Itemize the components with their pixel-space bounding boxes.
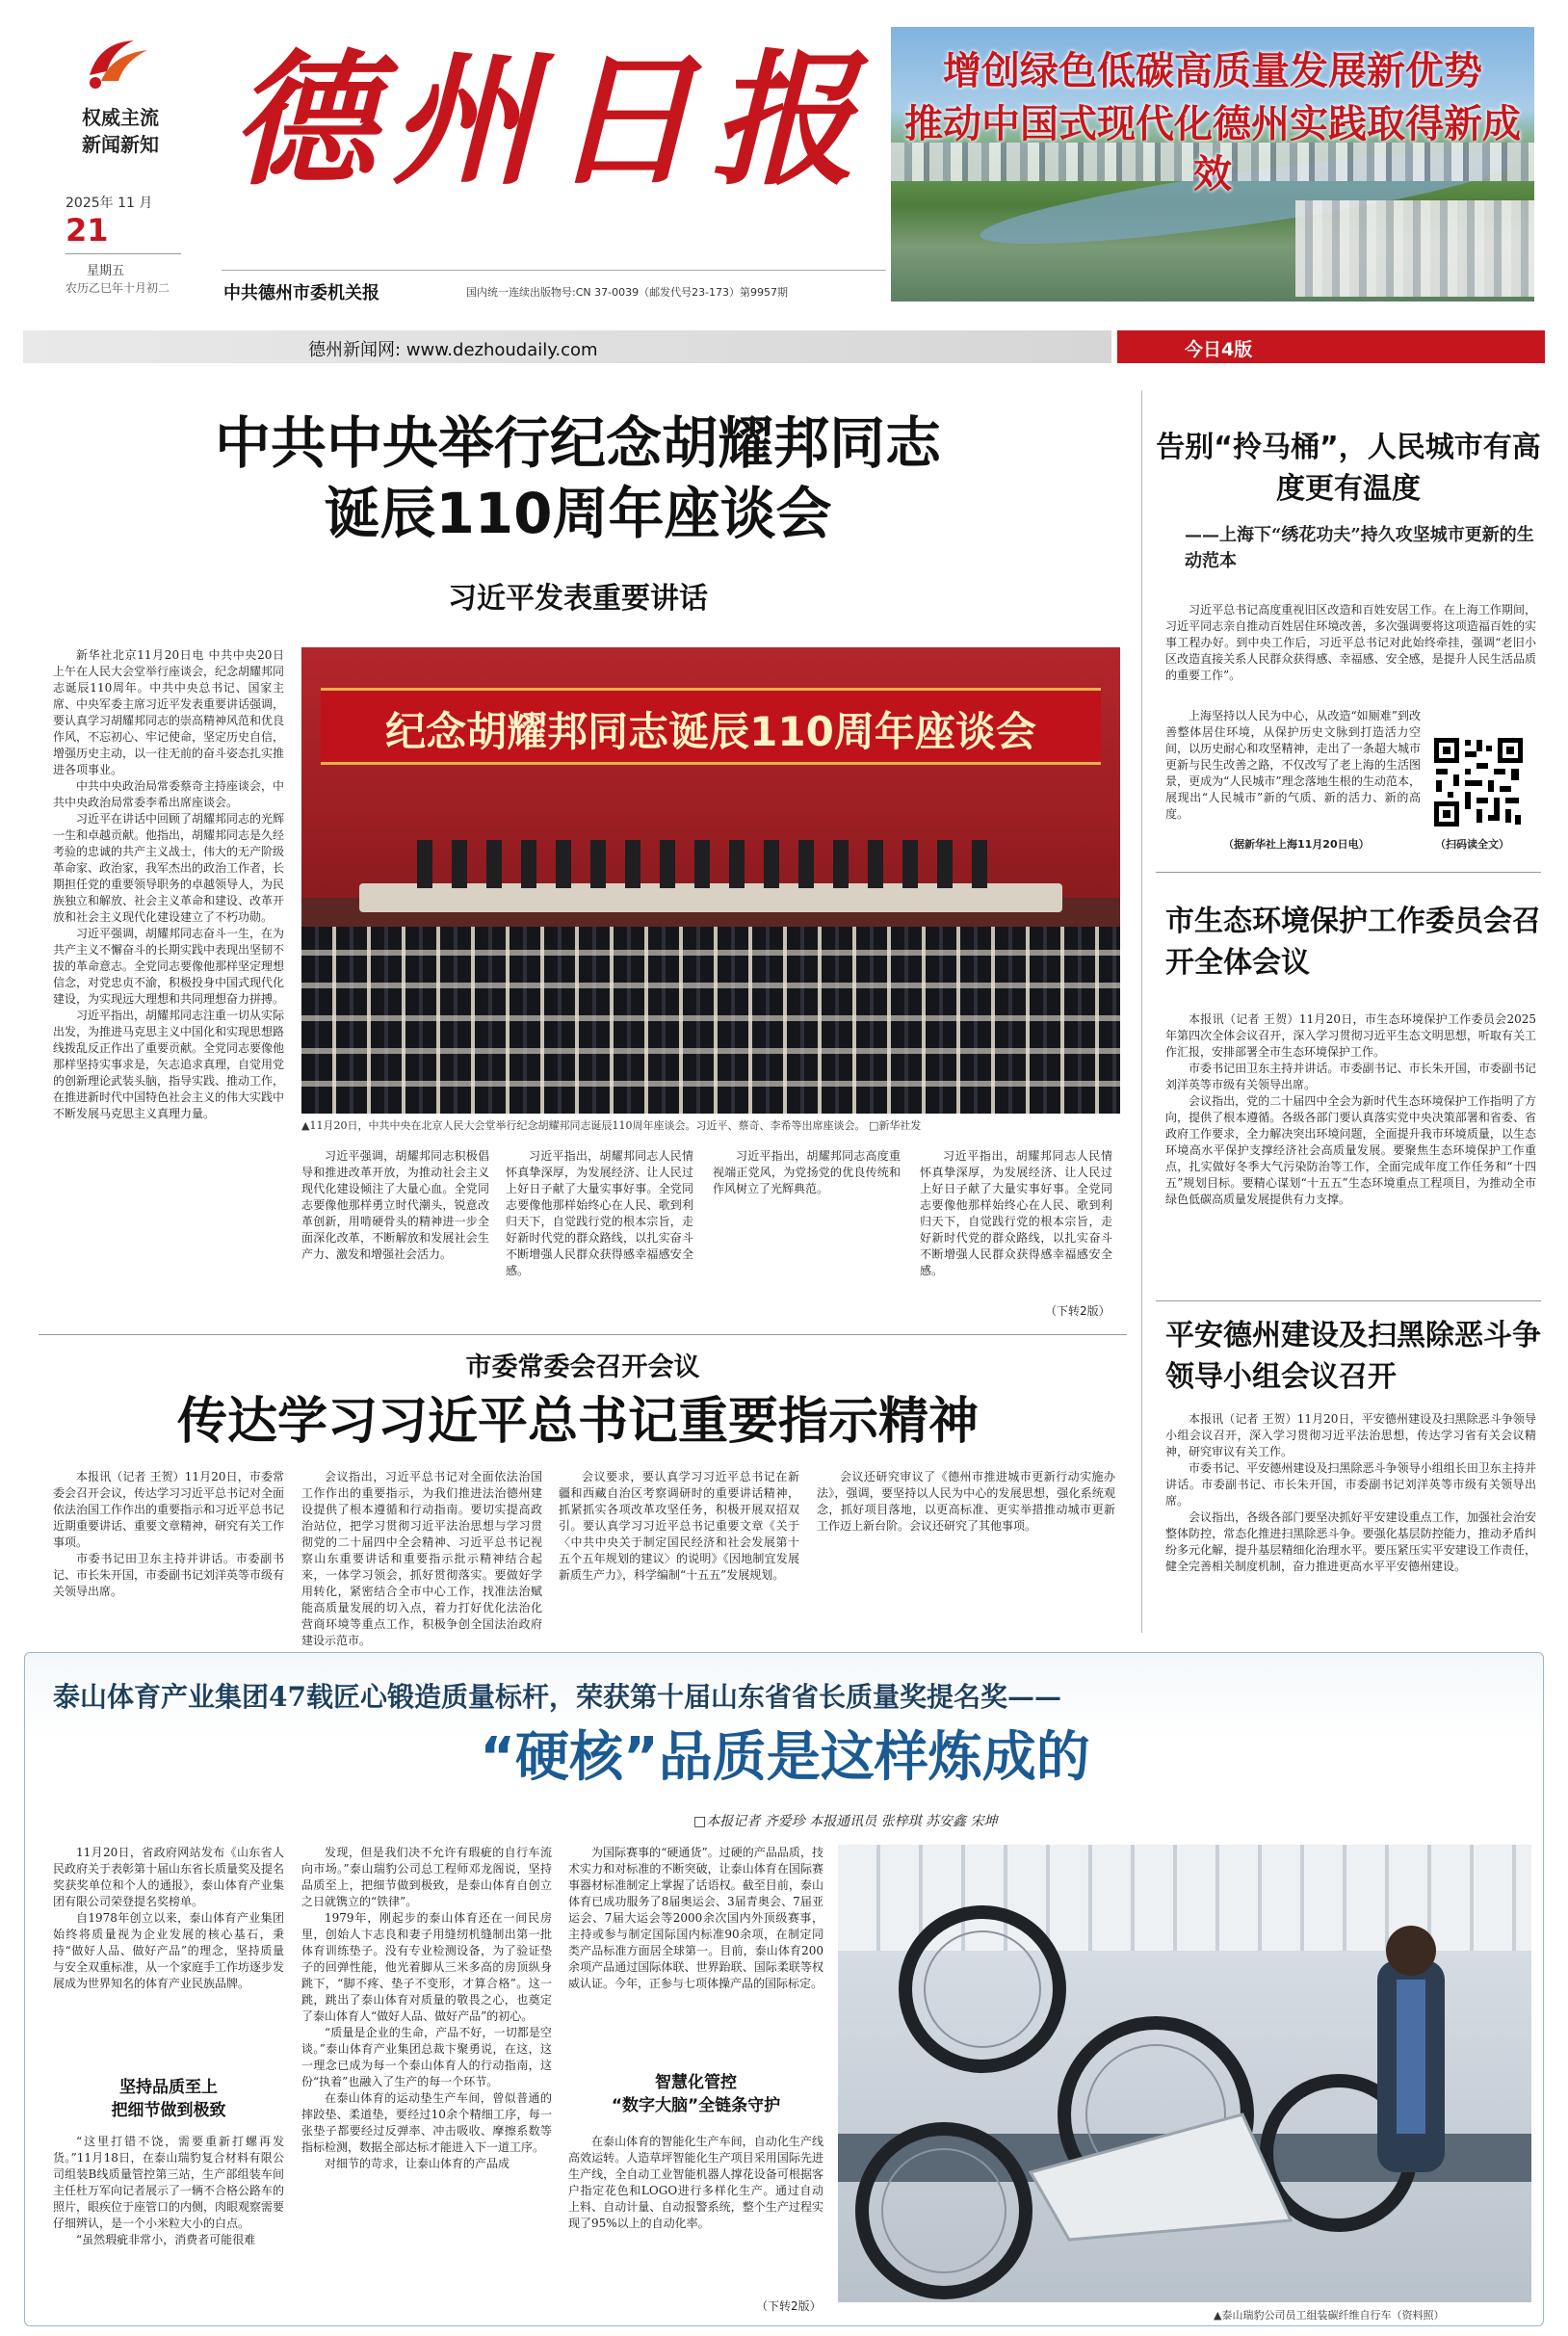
side1-para-2: 上海坚持以人民为中心，从改造“如厕难”到改善整体居住环境，从保护历史文脉到打造活力空间，以历史耐心和攻坚精神，走出了一条超大城市更新与民生改善之路，不仅改写了老上海的生活图景，更成为“人民城市”理念落地生根的生动范本，展现出“人民城市”新的气质、新的活力、新的高度。 (1165, 709, 1421, 821)
banner-slogan-1: 增创绿色低碳高质量发展新优势 (943, 49, 1482, 93)
org-name: 中共德州市委机关报 (223, 283, 379, 303)
date-rule (65, 253, 181, 254)
feature-col2 (301, 1845, 552, 2312)
feature-para-4: “虽然瑕疵非常小，消费者可能很难 (76, 2233, 256, 2246)
feature-para-6: 1979年，刚起步的泰山体育还在一间民房里，创始人卞志良和妻子用缝纫机缝制出第一批体育训练垫子。没有专业检测设备，为了验证垫子的回弹性能，他光着脚从三米多高的房顶纵身跳下，“脚不疼、垫子不变形，才算合格”。这一跳，跳出了泰山体育对质量的敬畏之心，也奠定了泰山体育人“做好人品、做好产品”的初心。 (301, 1911, 552, 2023)
mid-para-3: 会议指出，习近平总书记对全面依法治国工作作出的重要指示，为我们推进法治德州建设提供了根本遵循和行动指南。要切实提高政治站位，把学习贯彻习近平法治思想与学习贯彻党的二十届四中全会精神、习近平总书记视察山东重要讲话和重要指示批示精神结合起来，一体学习领会，抓好贯彻落实。要做好学用转化，紧密结合全市中心工作，找准法治赋能高质量发展的切入点，着力打好优化法治化营商环境等重点工作，积极争创全国法治政府建设示范市。 (301, 1470, 542, 1647)
lead-col5 (920, 1148, 1112, 1302)
newspaper-title: 德州日报 (231, 36, 872, 205)
bicycle-wheels-icon (838, 1922, 1531, 2302)
side1-body-2 (1165, 708, 1421, 853)
feature-photo (838, 1845, 1531, 2302)
feature-photo-caption: ▲泰山瑞豹公司员工组装碳纤维自行车（资料照） (1214, 2309, 1445, 2322)
side-divider-2 (1156, 1300, 1541, 1301)
lead-col2 (301, 1148, 489, 1322)
lead-col3 (506, 1148, 693, 1322)
lead-photo-caption: ▲11月20日，中共中央在北京人民大会堂举行纪念胡耀邦同志诞辰110周年座谈会。习近平、蔡奇、李希等出席座谈会。 □新华社发 (301, 1119, 922, 1132)
mid-col1 (53, 1469, 284, 1623)
photo-desks (301, 936, 1120, 1114)
lead-para-8: 习近平指出，胡耀邦同志高度重视端正党风，为党扬党的优良传统和作风树立了光辉典范。 (713, 1149, 901, 1195)
lead-subhead: 习近平发表重要讲话 (448, 582, 708, 616)
banner-city (1295, 200, 1534, 297)
masthead-rule (222, 270, 886, 271)
lead-para-9: 习近平指出，胡耀邦同志人民情怀真挚深厚，为发展经济、让人民过上好日子献了大量实事好事。全党同志要像他那样始终心在人民、歌到利归天下，自觉践行党的根本宗旨，走好新时代党的群众路线，以扎实奋斗不断增强人民群众获得感幸福感安全感。 (920, 1149, 1112, 1277)
lead-photo (301, 647, 1120, 1114)
mid-para-4: 会议要求，要认真学习习近平总书记在新疆和西藏自治区考察调研时的重要讲话精神，抓紧抓实各项改革攻坚任务，积极开展双招双引。要认真学习习近平总书记重要文章《关于〈中共中央关于制定国民经济和社会发展第十五个五年规划的建议〉的说明》《因地制宜发展新质生产力》，科学编制“十五五”发展规划。 (559, 1470, 799, 1582)
lead-para-7: 习近平指出，胡耀邦同志人民情怀真挚深厚，为发展经济、让人民过上好日子献了大量实事好事。全党同志要像他那样始终心在人民、歌到利归天下，自觉践行党的根本宗旨，走好新时代党的群众路线，以扎实奋斗不断增强人民群众获得感幸福感安全感。 (506, 1149, 693, 1277)
lead-para-5: 习近平指出，胡耀邦同志注重一切从实际出发，为推进马克思主义中国化和实现思想路线拨乱反正作出了重要贡献。全党同志要像他那样坚持实事求是，矢志追求真理，自觉用党的创新理论武装头脑，指导实践、推动工作，在推进新时代中国特色社会主义的伟大实践中不断发展马克思主义真理力量。 (53, 1009, 285, 1120)
mid-headline: 传达学习习近平总书记重要指示精神 (176, 1393, 979, 1451)
feature-col1-b (53, 2134, 284, 2312)
feature-col3-b (568, 2134, 823, 2297)
lead-para-3: 习近平在讲话中回顾了胡耀邦同志的光辉一生和卓越贡献。他指出，胡耀邦同志是久经考验的忠诚的共产主义战士，伟大的无产阶级革命家、政治家，我军杰出的政治工作者，长期担任党的重要领导职务的卓越领导人，为民族独立和解放、社会主义革命和建设、改革开放和社会主义现代化建设建立了不朽功勋。 (53, 812, 285, 924)
side2-para-3: 会议指出，党的二十届四中全会为新时代生态环境保护工作指明了方向，提供了根本遵循。各级各部门要认真落实党中央决策部署和省委、省政府工作要求，全力解决突出环境问题，全面提升我市环境质量，以生态环境高水平保护支撑经济社会高质量发展。要聚焦生态环境保护工作重点，扎实做好冬季大气污染防治等工作，全面完成年度工作任务和“十四五”规划目标。要精心谋划“十五五”生态环境重点工程项目，为推动全市绿色低碳高质量发展提供有力支撑。 (1165, 1094, 1536, 1206)
masthead (0, 0, 1568, 360)
lead-headline-2: 诞辰110周年座谈会 (324, 481, 832, 546)
feature-byline: □本报记者 齐爱珍 本报通讯员 张梓琪 苏安鑫 宋坤 (693, 1814, 998, 1829)
column-divider (1141, 390, 1142, 1633)
side1-source: （据新华社上海11月20日电） (1223, 838, 1370, 851)
mid-col4 (817, 1469, 1115, 1623)
feature-para-9: 对细节的苛求，让泰山体育的产品成 (325, 2157, 510, 2170)
mid-para-5: 会议还研究审议了《德州市推进城市更新行动实施办法》，强调，要坚持以人民为中心的发展思想，强化系统观念，抓好项目落地，以更高标准、更实举措推动城市更新工作迈上新台阶。会议还研究了其他事项。 (817, 1470, 1115, 1533)
mid-col3 (559, 1469, 799, 1623)
slogan (58, 104, 183, 158)
side3-para-2: 市委书记、平安德州建设及扫黑除恶斗争领导小组组长田卫东主持并讲话。市委副书记、市长朱开国，市委副书记刘洋英等市级有关领导出席。 (1165, 1461, 1536, 1508)
qr-code-icon[interactable] (1430, 734, 1527, 830)
feature-para-11: 在泰山体育的智能化生产车间，自动化生产线高效运转。人造草坪智能化生产项目采用国际先进生产线，全自动工业智能机器人撑花设备可根据客户指定花色和LOGO进行多样化生产。通过自动上料、自动计量、自动报警系统，整个生产过程实现了95%以上的自动化率。 (568, 2135, 823, 2230)
side2-para-2: 市委书记田卫东主持并讲话。市委副书记、市长朱开国，市委副书记刘洋英等市级有关领导出席。 (1165, 1062, 1536, 1091)
feature-kicker: 泰山体育产业集团47载匠心锻造质量标杆，荣获第十届山东省省长质量奖提名奖—— (53, 1681, 1061, 1713)
lead-para-6: 习近平强调，胡耀邦同志积极倡导和推进改革开放，为推动社会主义现代化建设倾注了大量心血。全党同志要像他那样勇立时代潮头，锐意改革创新，用啃硬骨头的精神进一步全面深化改革，不断解放和发展社会生产力、激发和增强社会活力。 (301, 1149, 489, 1261)
feature-headline: “硬核”品质是这样炼成的 (480, 1726, 1090, 1789)
side1-para-1: 习近平总书记高度重视旧区改造和百姓安居工作。在上海工作期间，习近平同志亲自推动百姓居住环境改善，多次强调要将这项造福百姓的实事工程办好。到中央工作后，习近平总书记对此始终牵挂，强调“老旧小区改造直接关系人民群众获得感、幸福感、安全感，是提升人民生活品质的重要工作”。 (1165, 603, 1536, 682)
feature-para-3: “这里打错不饶，需要重新打螺再发货。”11月18日，在泰山瑞豹复合材料有限公司组装B线质量管控第三站，生产部组装车间主任杜万军向记者展示了一辆不合格公路车的照片，眼疾位于座管口的内侧，肉眼观察需要仔细辨认，是一个小米粒大小的白点。 (53, 2135, 285, 2230)
feature-subhead-1: 坚持品质至上 把细节做到极致 (111, 2078, 226, 2120)
today-bar (1117, 330, 1545, 363)
feature-col3 (568, 1845, 823, 2066)
today-pages[interactable]: 今日4版 (1185, 339, 1253, 360)
feature-subhead-2: 智慧化管控 “数字大脑”全链条守护 (611, 2073, 781, 2115)
side1-headline: 告别“拎马桶”，人民城市有高度更有温度 (1156, 431, 1541, 506)
lead-para-4: 习近平强调，胡耀邦同志奋斗一生，在为共产主义不懈奋斗的长期实践中表现出坚韧不拔的革命意志。全党同志要像他那样坚定理想信念，对党忠贞不渝，积极投身中国式现代化建设，为实现远大理想和共同理想奋力拼搏。 (53, 927, 285, 1006)
lead-headline-1: 中共中央举行纪念胡耀邦同志 (214, 410, 941, 476)
side-divider-1 (1156, 872, 1541, 873)
lead-continued: （下转2版） (1045, 1304, 1111, 1318)
side3-body (1165, 1411, 1536, 1623)
side3-para-3: 会议指出，各级各部门要坚决抓好平安建设重点工作，加强社会治安整体防控，常态化推进扫黑除恶斗争。要强化基层防控能力，推动矛盾纠纷多元化解，提升基层精细化治理水平。要压紧压实平安建设工作责任，健全完善相关制度机制，奋力推进更高水平平安德州建设。 (1165, 1510, 1536, 1573)
qr-caption: （扫码读全文） (1435, 838, 1509, 851)
lead-para-2: 中共中央政治局常委蔡奇主持座谈会，中共中央政治局常委李希出席座谈会。 (53, 779, 285, 809)
website-link[interactable]: 德州新闻网: www.dezhoudaily.com (308, 340, 598, 360)
side3-para-1: 本报讯（记者 王贺）11月20日，平安德州建设及扫黑除恶斗争领导小组会议召开，深入学习贯彻习近平法治思想，传达学习省有关会议精神，研究审议有关工作。 (1165, 1412, 1536, 1458)
side2-para-1: 本报讯（记者 王贺）11月20日，市生态环境保护工作委员会2025年第四次全体会议召开，深入学习贯彻习近平生态文明思想，听取有关工作汇报，安排部署全市生态环境保护工作。 (1165, 1012, 1536, 1059)
date-day: 21 (65, 212, 109, 249)
banner-photo (891, 27, 1534, 302)
newspaper-logo-icon (84, 37, 153, 92)
side2-headline: 市生态环境保护工作委员会召开全体会议 (1165, 905, 1541, 980)
lunar-date: 农历乙巳年十月初二 (65, 281, 170, 295)
website-bar (0, 330, 1568, 363)
side3-headline: 平安德州建设及扫黑除恶斗争领导小组会议召开 (1165, 1319, 1541, 1394)
feature-para-5: 发现，但是我们决不允许有瑕疵的自行车流向市场。”泰山瑞豹公司总工程师邓龙阁说，坚持品质至上，把细节做到极致，是泰山体育自创立之日就镌立的“铁律”。 (301, 1846, 552, 1908)
mid-para-1: 本报讯（记者 王贺）11月20日，市委常委会召开会议，传达学习习近平总书记对全面依法治国工作作出的重要指示和习近平总书记近期重要讲话、重要文章精神，研究有关工作事项。 (53, 1470, 285, 1549)
lead-col1 (53, 647, 284, 1322)
feature-para-8: 在泰山体育的运动垫生产车间，曾似普通的摔跤垫、柔道垫，要经过10余个精细工序，每一张垫子都要经过反弹率、冲击吸收、摩擦系数等指标检测，数据全部达标才能进入下一道工序。 (301, 2091, 552, 2154)
side1-body-1 (1165, 602, 1536, 706)
photo-leaders (417, 840, 1005, 888)
banner-slogan-2: 推动中国式现代化德州实践取得新成效 (904, 102, 1521, 197)
date-ym: 2025年 11 月 (65, 196, 153, 211)
feature-continued: （下转2版） (756, 2299, 822, 2313)
lead-para-1: 新华社北京11月20日电 中共中央20日上午在人民大会堂举行座谈会，纪念胡耀邦同志诞辰110周年。中共中央总书记、国家主席、中央军委主席习近平发表重要讲话强调，要认真学习胡耀邦同志的崇高精神风范和优良作风，不忘初心、牢记使命，坚定历史自信，增强历史主动，以一往无前的奋斗姿态扎实推进各项事业。 (53, 648, 285, 776)
pub-info: 国内统一连续出版物号:CN 37-0039（邮发代号23-173）第9957期 (466, 286, 789, 299)
feature-para-1: 11月20日，省政府网站发布《山东省人民政府关于表彰第十届山东省长质量奖及提名奖获奖单位和个人的通报》，泰山体育产业集团有限公司荣登提名奖榜单。 (53, 1846, 285, 1908)
slogan-line-2: 新闻新知 (82, 133, 159, 156)
side2-body (1165, 1011, 1536, 1291)
lead-col4 (713, 1148, 901, 1302)
photo-banner-text: 纪念胡耀邦同志诞辰110周年座谈会 (385, 708, 1036, 755)
feature-col1 (53, 1845, 284, 2066)
mid-para-2: 市委书记田卫东主持并讲话。市委副书记、市长朱开国，市委副书记刘洋英等市级有关领导出席。 (53, 1552, 285, 1598)
slogan-line-1: 权威主流 (82, 106, 159, 129)
mid-col2 (301, 1469, 542, 1647)
weekday: 星期五 (87, 264, 125, 278)
feature-para-2: 自1978年创立以来，泰山体育产业集团始终将质量视为企业发展的核心基石，秉持“做好人品、做好产品”的理念，坚持质量与安全双重标准，从一个家庭手工作坊逐步发展成为世界知名的体育产业民族品牌。 (53, 1911, 285, 1990)
side1-deck: ——上海下“绣花功夫”持久攻坚城市更新的生动范本 (1185, 525, 1534, 571)
lead-divider (39, 1334, 1127, 1335)
mid-kicker: 市委常委会召开会议 (465, 1352, 700, 1382)
feature-para-10: 为国际赛事的“硬通货”。过硬的产品品质，技术实力和对标准的不断突破，让泰山体育在国际赛事器材标准制定上掌握了话语权。截至目前，泰山体育已成功服务了8届奥运会、3届青奥会、7届亚运会、7届大运会等2000余次国内外顶级赛事，主持或参与制定国际国内标准90余项，在制定同类产品标准方面居全球第一。目前，泰山体育200余项产品通过国际体联、世界跆联、国际柔联等权威认证。今年，正参与七项体操产品的国际标定。 (568, 1846, 823, 1990)
feature-para-7: “质量是企业的生命，产品不好，一切都是空谈。”泰山体育产业集团总裁卞聚勇说，在这，这一理念已成为每一个泰山体育人的行动指南，这份“执着”也融入了生产的每一个环节。 (301, 2026, 552, 2088)
